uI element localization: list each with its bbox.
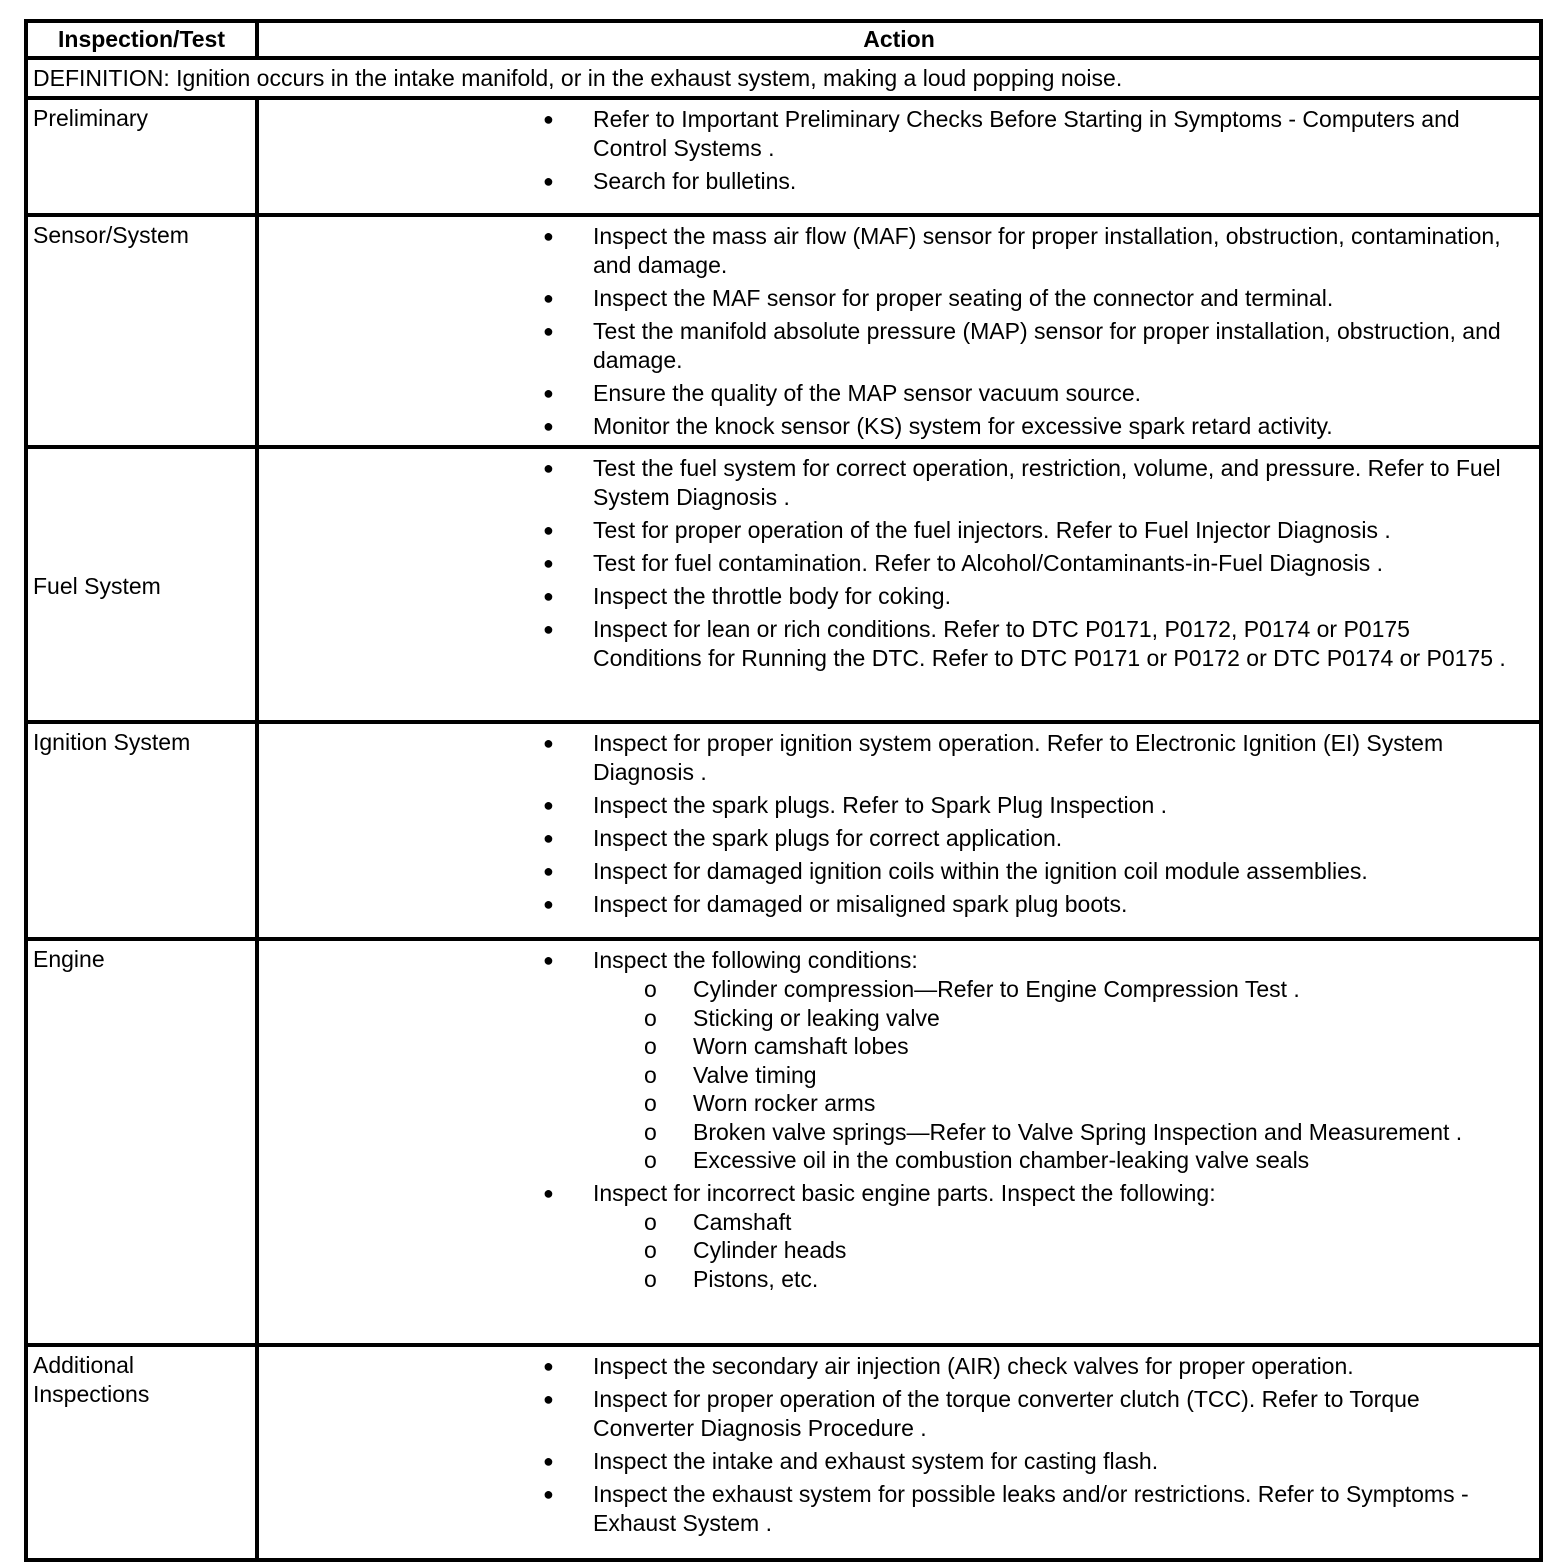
bullet-icon: ● <box>543 383 554 403</box>
item-text: Test the fuel system for correct operation, restriction, volume, and pressure. Refer to Fuel System Diagnosis . <box>593 455 1501 510</box>
action-list <box>259 105 1519 196</box>
bullet-icon: ● <box>543 520 554 540</box>
row-label-ignition-system: Ignition System <box>26 722 257 939</box>
bullet-icon: ● <box>543 1451 554 1471</box>
row-actions <box>257 1345 1541 1560</box>
sub-list <box>593 975 1519 1175</box>
list-item <box>259 317 1519 375</box>
item-text: Inspect the secondary air injection (AIR) check valves for proper operation. <box>593 1353 1354 1379</box>
sub-list-item <box>259 1032 1519 1061</box>
header-row <box>26 21 1541 58</box>
circle-bullet-icon: o <box>644 1147 657 1173</box>
bullet-icon: ● <box>543 894 554 914</box>
sub-item-text: Cylinder compression—Refer to Engine Compression Test . <box>693 976 1300 1002</box>
diagnostic-table <box>24 19 1543 1562</box>
list-item <box>259 729 1519 787</box>
item-text: Inspect the spark plugs for correct application. <box>593 825 1063 851</box>
sub-item-text: Broken valve springs—Refer to Valve Spring Inspection and Measurement . <box>693 1118 1463 1145</box>
definition-row <box>26 58 1541 98</box>
list-item <box>259 1352 1519 1381</box>
bullet-icon: ● <box>543 321 554 341</box>
bullet-icon: ● <box>543 109 554 129</box>
item-text: Inspect the intake and exhaust system for casting flash. <box>593 1448 1159 1474</box>
item-text: Inspect for damaged ignition coils within the ignition coil module assemblies. <box>593 858 1368 884</box>
bullet-icon: ● <box>543 1389 554 1409</box>
list-item <box>259 890 1519 919</box>
definition-text: DEFINITION: Ignition occurs in the intake manifold, or in the exhaust system, making a loud popping noise. <box>26 58 1541 98</box>
action-list <box>259 454 1519 673</box>
sub-item-text: Excessive oil in the combustion chamber-leaking valve seals <box>693 1147 1310 1173</box>
list-item <box>259 105 1519 163</box>
item-text: Test for proper operation of the fuel injectors. Refer to Fuel Injector Diagnosis . <box>593 517 1391 543</box>
sub-list-item <box>259 1061 1519 1090</box>
circle-bullet-icon: o <box>644 1208 657 1235</box>
row-label-preliminary: Preliminary <box>26 98 257 215</box>
row-actions <box>257 215 1541 447</box>
circle-bullet-icon: o <box>644 1265 657 1292</box>
sub-list-item <box>259 1118 1519 1147</box>
circle-bullet-icon: o <box>644 1061 657 1088</box>
row-actions <box>257 447 1541 722</box>
bullet-icon: ● <box>543 1484 554 1504</box>
action-list <box>259 1352 1519 1538</box>
item-text: Test the manifold absolute pressure (MAP) sensor for proper installation, obstruction, and damage. <box>593 318 1501 373</box>
bullet-icon: ● <box>543 861 554 881</box>
list-item <box>259 549 1519 578</box>
list-item <box>259 1447 1519 1476</box>
bullet-icon: ● <box>543 458 554 478</box>
sub-list <box>593 1208 1519 1294</box>
table-row <box>26 98 1541 215</box>
table-row <box>26 447 1541 722</box>
item-text: Ensure the quality of the MAP sensor vacuum source. <box>593 380 1142 406</box>
sub-list-item <box>259 1236 1519 1265</box>
item-text: Test for fuel contamination. Refer to Alcohol/Contaminants-in-Fuel Diagnosis . <box>593 550 1384 576</box>
item-text: Search for bulletins. <box>593 168 797 194</box>
circle-bullet-icon: o <box>644 1118 657 1145</box>
sub-list-item <box>259 1146 1519 1175</box>
list-item <box>259 1480 1519 1538</box>
bullet-icon: ● <box>543 828 554 848</box>
table-row <box>26 1345 1541 1560</box>
item-text: Inspect for damaged or misaligned spark plug boots. <box>593 891 1128 917</box>
sub-item-text: Valve timing <box>693 1061 817 1088</box>
bullet-icon: ● <box>543 795 554 815</box>
bullet-icon: ● <box>543 171 554 191</box>
sub-item-text: Camshaft <box>693 1208 792 1235</box>
bullet-icon: ● <box>543 1182 554 1203</box>
item-text: Inspect the throttle body for coking. <box>593 583 951 609</box>
sub-list-item <box>259 975 1519 1004</box>
item-text: Refer to Important Preliminary Checks Before Starting in Symptoms - Computers and Control Systems . <box>593 106 1460 161</box>
action-list <box>259 729 1519 919</box>
item-text: Inspect for lean or rich conditions. Refer to DTC P0171, P0172, P0174 or P0175 Conditions for Running the DTC. Refer to DTC P0171 or P0172 or DTC P0174 or P0175 . <box>593 616 1506 671</box>
item-text: Inspect for proper ignition system operation. Refer to Electronic Ignition (EI) System Diagnosis . <box>593 730 1444 785</box>
action-list <box>259 946 1519 1293</box>
sub-item-text: Sticking or leaking valve <box>693 1004 940 1031</box>
list-item <box>259 412 1519 441</box>
bullet-icon: ● <box>543 226 554 246</box>
action-list <box>259 222 1519 441</box>
table-row <box>26 722 1541 939</box>
list-item <box>259 824 1519 853</box>
list-item <box>259 857 1519 886</box>
item-text: Inspect for proper operation of the torque converter clutch (TCC). Refer to Torque Converter Diagnosis Procedure . <box>593 1386 1420 1441</box>
list-item <box>259 167 1519 196</box>
item-text: Monitor the knock sensor (KS) system for excessive spark retard activity. <box>593 413 1333 439</box>
list-item <box>259 791 1519 820</box>
item-text: Inspect the exhaust system for possible leaks and/or restrictions. Refer to Symptoms - Exhaust System . <box>593 1481 1469 1536</box>
header-inspection-test: Inspection/Test <box>26 21 257 58</box>
row-label-sensor-system: Sensor/System <box>26 215 257 447</box>
sub-list-item <box>259 1004 1519 1033</box>
list-item <box>259 582 1519 611</box>
list-item <box>259 516 1519 545</box>
row-label-fuel-system: Fuel System <box>26 447 257 722</box>
circle-bullet-icon: o <box>644 976 657 1002</box>
bullet-icon: ● <box>543 619 554 639</box>
sub-list-item <box>259 1089 1519 1118</box>
list-item <box>259 615 1519 673</box>
bullet-icon: ● <box>543 586 554 606</box>
sub-item-text: Worn camshaft lobes <box>693 1033 909 1059</box>
sub-list-item <box>259 1265 1519 1294</box>
row-actions <box>257 98 1541 215</box>
item-text: Inspect the mass air flow (MAF) sensor for proper installation, obstruction, contamination, and damage. <box>593 223 1501 278</box>
item-text: Inspect the spark plugs. Refer to Spark Plug Inspection . <box>593 792 1168 818</box>
item-text: Inspect for incorrect basic engine parts. Inspect the following: <box>593 1179 1216 1206</box>
sub-item-text: Pistons, etc. <box>693 1265 819 1292</box>
circle-bullet-icon: o <box>644 1004 657 1031</box>
header-action: Action <box>257 21 1541 58</box>
item-text: Inspect the MAF sensor for proper seating of the connector and terminal. <box>593 285 1334 311</box>
list-item <box>259 379 1519 408</box>
bullet-icon: ● <box>543 950 554 970</box>
list-item <box>259 1385 1519 1443</box>
list-item <box>259 946 1519 1175</box>
circle-bullet-icon: o <box>644 1033 657 1059</box>
item-text: Inspect the following conditions: <box>593 947 918 973</box>
row-label-additional-inspections: Additional Inspections <box>26 1345 257 1560</box>
row-actions <box>257 722 1541 939</box>
list-item <box>259 1179 1519 1294</box>
table-row <box>26 215 1541 447</box>
bullet-icon: ● <box>543 416 554 436</box>
sub-list-item <box>259 1208 1519 1237</box>
bullet-icon: ● <box>543 288 554 308</box>
sub-item-text: Cylinder heads <box>693 1237 847 1263</box>
sub-item-text: Worn rocker arms <box>693 1090 876 1116</box>
bullet-icon: ● <box>543 553 554 573</box>
bullet-icon: ● <box>543 733 554 753</box>
list-item <box>259 284 1519 313</box>
circle-bullet-icon: o <box>644 1090 657 1116</box>
list-item <box>259 454 1519 512</box>
circle-bullet-icon: o <box>644 1237 657 1263</box>
row-label-engine: Engine <box>26 939 257 1345</box>
list-item <box>259 222 1519 280</box>
bullet-icon: ● <box>543 1356 554 1376</box>
table-row <box>26 939 1541 1345</box>
row-actions <box>257 939 1541 1345</box>
